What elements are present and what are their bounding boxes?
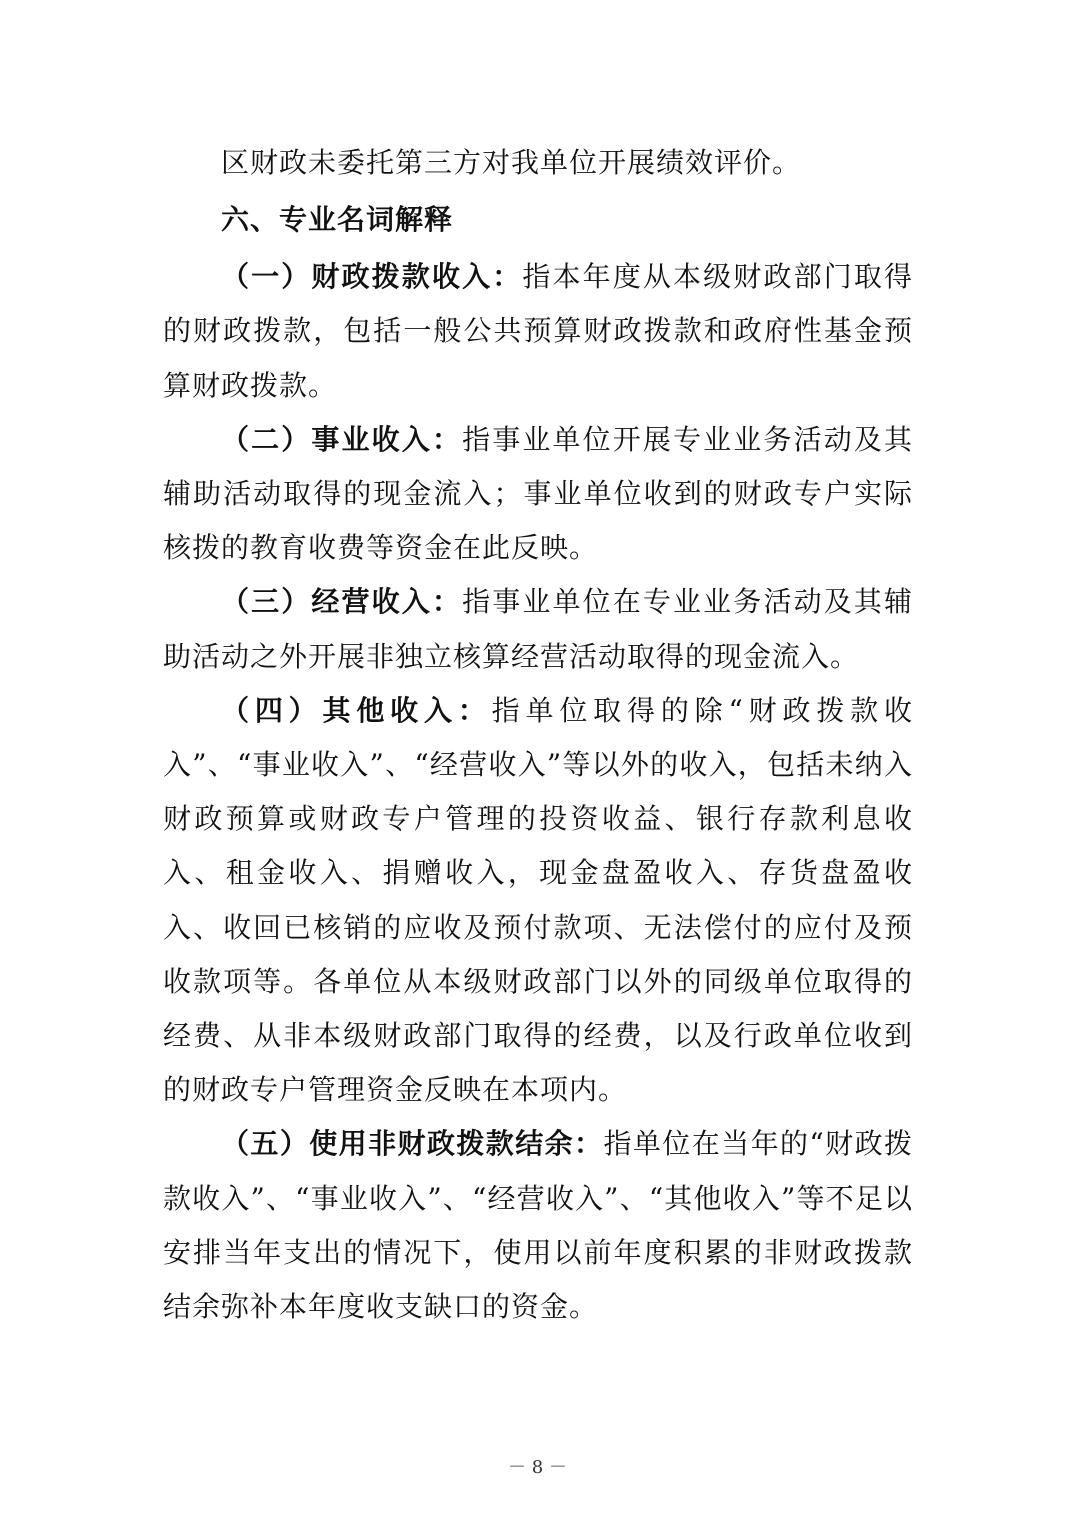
- definition-body-4: 指单位取得的除“财政拨款收入”、“事业收入”、“经营收入”等以外的收入，包括未纳入财政预算或财政专户管理的投资收益、银行存款利息收入、租金收入、捐赠收入，现金盘盈收入、存货盘盈收入、收回已核销的应收及预付款项、无法偿付的应付及预收款项等。各单位从本级财政部门以外的同级单位取得的经费、从非本级财政部门取得的经费，以及行政单位收到的财政专户管理资金反映在本项内。: [163, 693, 913, 1107]
- intro-paragraph: [163, 136, 913, 190]
- definition-body-3: 指事业单位在专业业务活动及其辅助活动之外开展非独立核算经营活动取得的现金流入。: [163, 585, 913, 673]
- definition-paragraph-3: [163, 575, 913, 683]
- section-heading: 六、专业名词解释: [221, 203, 454, 237]
- definition-term-3: （三）经营收入：: [221, 585, 463, 619]
- definition-paragraph-2: [163, 413, 913, 576]
- page-number: － 8 －: [508, 1457, 567, 1478]
- definition-paragraph-5: [163, 1117, 913, 1334]
- definition-paragraph-1: [163, 250, 913, 413]
- page-content: [163, 136, 913, 1334]
- definition-term-2: （二）事业收入：: [221, 422, 463, 456]
- definition-term-4: （四）其他收入：: [221, 693, 492, 727]
- definition-body-5: 指单位在当年的“财政拨款收入”、“事业收入”、“经营收入”、“其他收入”等不足以安排当年支出的情况下，使用以前年度积累的非财政拨款结余弥补本年度收支缺口的资金。: [163, 1127, 913, 1324]
- definition-term-1: （一）财政拨款收入：: [221, 260, 523, 294]
- definition-body-2: 指事业单位开展专业业务活动及其辅助活动取得的现金流入；事业单位收到的财政专户实际核拨的教育收费等资金在此反映。: [163, 422, 913, 565]
- definition-paragraph-4: [163, 684, 913, 1118]
- intro-text: 区财政未委托第三方对我单位开展绩效评价。: [221, 146, 802, 179]
- definition-term-5: （五）使用非财政拨款结余：: [221, 1127, 604, 1161]
- definition-body-1: 指本年度从本级财政部门取得的财政拨款，包括一般公共预算财政拨款和政府性基金预算财政拨款。: [163, 260, 913, 402]
